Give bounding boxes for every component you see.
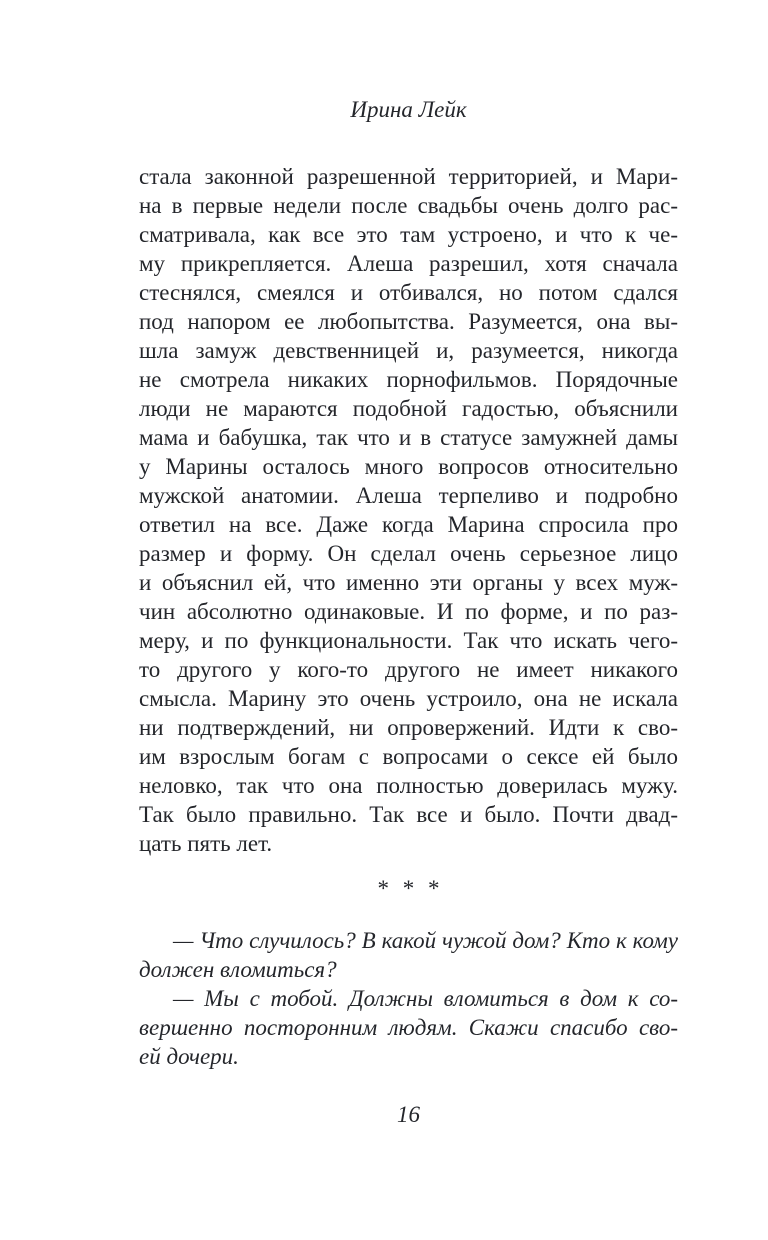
running-header: Ирина Лейк [350, 97, 467, 122]
text-line: цать пять лет. [139, 831, 273, 856]
section-separator: * * * [377, 876, 440, 901]
text-line: стеснялся, смеялся и отбивался, но потом сдался [139, 280, 678, 305]
page-number: 16 [397, 1102, 420, 1127]
text-line: ответил на все. Даже когда Марина спросила про [139, 512, 678, 537]
body-paragraph [139, 162, 678, 858]
text-line: — Мы с тобой. Должны вломиться в дом к со- [173, 986, 678, 1011]
text-line: люди не мараются подобной гадостью, объяснили [139, 396, 678, 421]
text-line: сматривала, как все это там устроено, и что к че- [139, 222, 678, 247]
text-line: Так было правильно. Так все и было. Почти двад- [139, 802, 678, 827]
text-line: ей дочери. [139, 1044, 239, 1069]
dialogue-paragraph [139, 926, 678, 1071]
text-line: и объяснил ей, что именно эти органы у всех муж- [139, 570, 678, 595]
text-line: у Марины осталось много вопросов относительно [139, 454, 678, 479]
text-line: меру, и по функциональности. Так что искать чего- [139, 628, 678, 653]
text-line: вершенно посторонним людям. Скажи спасибо сво- [139, 1015, 678, 1040]
text-line: размер и форму. Он сделал очень серьезное лицо [139, 541, 678, 566]
text-line: мужской анатомии. Алеша терпеливо и подробно [139, 483, 678, 508]
text-line: чин абсолютно одинаковые. И по форме, и по раз- [139, 599, 678, 624]
text-block [139, 162, 678, 1071]
text-line: стала законной разрешенной территорией, и Мари- [139, 164, 678, 189]
text-line: под напором ее любопытства. Разумеется, она вы- [139, 309, 678, 334]
text-line: на в первые недели после свадьбы очень долго рас- [139, 193, 678, 218]
text-line: то другого у кого-то другого не имеет никакого [139, 657, 678, 682]
text-line: должен вломиться? [139, 957, 337, 982]
text-line: — Что случилось? В какой чужой дом? Кто к кому [173, 928, 678, 953]
text-line: им взрослым богам с вопросами о сексе ей было [139, 744, 678, 769]
text-line: ни подтверждений, ни опровержений. Идти к сво- [139, 715, 678, 740]
text-line: шла замуж девственницей и, разумеется, никогда [139, 338, 678, 363]
text-line: не смотрела никаких порнофильмов. Порядочные [139, 367, 678, 392]
text-line: му прикрепляется. Алеша разрешил, хотя сначала [139, 251, 678, 276]
text-line: неловко, так что она полностью доверилась мужу. [139, 773, 678, 798]
text-line: мама и бабушка, так что и в статусе замужней дамы [139, 425, 678, 450]
text-line: смысла. Марину это очень устроило, она не искала [139, 686, 678, 711]
